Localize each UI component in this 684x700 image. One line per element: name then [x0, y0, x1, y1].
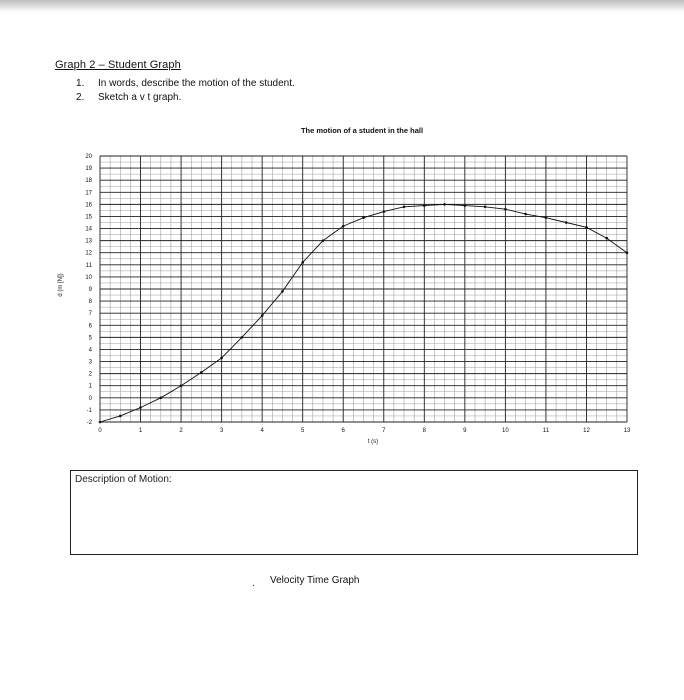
data-point — [119, 415, 122, 418]
data-point — [139, 406, 142, 409]
page-heading: Graph 2 – Student Graph — [55, 59, 181, 71]
description-box[interactable] — [70, 470, 638, 555]
data-point — [545, 216, 548, 219]
x-tick-label: 3 — [219, 428, 224, 434]
question-1 — [76, 78, 295, 89]
y-tick-label: 7 — [88, 311, 92, 318]
x-tick-label: 12 — [583, 428, 590, 434]
data-point — [200, 371, 203, 374]
x-tick-label: 0 — [98, 428, 102, 434]
y-tick-label: 9 — [88, 287, 92, 293]
data-point — [301, 261, 304, 264]
data-point — [626, 251, 629, 254]
y-tick-label: 8 — [88, 299, 92, 306]
x-axis-label: t (s) — [367, 439, 379, 445]
data-point — [565, 221, 568, 224]
y-tick-label: 13 — [85, 238, 92, 245]
data-point — [241, 336, 244, 339]
question-1-text: In words, describe the motion of the student. — [98, 78, 295, 89]
data-point — [220, 357, 223, 360]
question-2-text: Sketch a v t graph. — [98, 92, 182, 103]
y-tick-label: 12 — [85, 250, 92, 257]
x-tick-label: 13 — [623, 428, 631, 434]
y-tick-label: 18 — [85, 178, 92, 185]
x-tick-label: 4 — [260, 428, 264, 434]
data-point — [605, 237, 608, 240]
x-tick-label: 11 — [542, 428, 550, 434]
y-tick-label: 14 — [85, 226, 92, 233]
chart-title: The motion of a student in the hall — [300, 126, 424, 135]
y-tick-label: 2 — [88, 371, 92, 378]
position-time-chart — [0, 120, 684, 460]
data-point — [362, 216, 365, 219]
data-point — [261, 314, 264, 317]
x-tick-label: 5 — [301, 428, 305, 434]
description-label: Description of Motion: — [75, 474, 172, 485]
data-point — [160, 397, 163, 400]
y-tick-label: 19 — [85, 166, 92, 173]
data-point — [180, 384, 183, 387]
data-point — [403, 205, 406, 208]
y-tick-label: 1 — [88, 383, 92, 390]
y-tick-label: 11 — [85, 262, 92, 269]
data-point — [342, 225, 345, 228]
x-tick-labels — [98, 428, 631, 434]
x-tick-label: 9 — [463, 428, 467, 434]
y-axis-label: d (m [N]) — [58, 273, 64, 297]
question-2-number: 2. — [76, 92, 85, 103]
y-tick-label: -1 — [86, 407, 92, 414]
data-point — [281, 290, 284, 293]
data-point — [464, 204, 467, 207]
x-tick-label: 7 — [382, 428, 386, 434]
data-point — [382, 210, 385, 213]
question-2 — [76, 92, 181, 103]
x-tick-label: 2 — [179, 428, 183, 434]
data-point — [585, 226, 588, 229]
y-tick-labels — [85, 154, 92, 426]
y-tick-label: 3 — [88, 359, 92, 366]
y-tick-label: 16 — [85, 202, 92, 209]
y-tick-label: 20 — [85, 154, 92, 160]
y-tick-label: 10 — [85, 274, 92, 281]
data-point — [322, 239, 325, 242]
y-tick-label: 6 — [88, 323, 92, 330]
x-tick-label: 10 — [502, 428, 509, 434]
x-tick-label: 1 — [138, 428, 143, 434]
velocity-time-graph-title: Velocity Time Graph — [270, 575, 360, 586]
data-point — [99, 421, 102, 424]
scan-edge-shadow — [0, 0, 684, 12]
data-point — [484, 205, 487, 208]
y-tick-label: 5 — [88, 335, 92, 342]
x-tick-label: 8 — [422, 428, 426, 434]
x-tick-label: 6 — [341, 428, 345, 434]
y-tick-label: 0 — [88, 395, 92, 402]
data-point — [504, 208, 507, 211]
y-tick-label: 4 — [88, 347, 92, 354]
y-tick-label: -2 — [86, 420, 92, 426]
data-point — [524, 213, 527, 216]
question-1-number: 1. — [76, 78, 85, 89]
data-point — [443, 203, 446, 206]
data-point — [423, 204, 426, 207]
bullet-dot: . — [252, 578, 255, 589]
y-tick-label: 17 — [85, 190, 92, 197]
y-tick-label: 15 — [85, 214, 92, 221]
